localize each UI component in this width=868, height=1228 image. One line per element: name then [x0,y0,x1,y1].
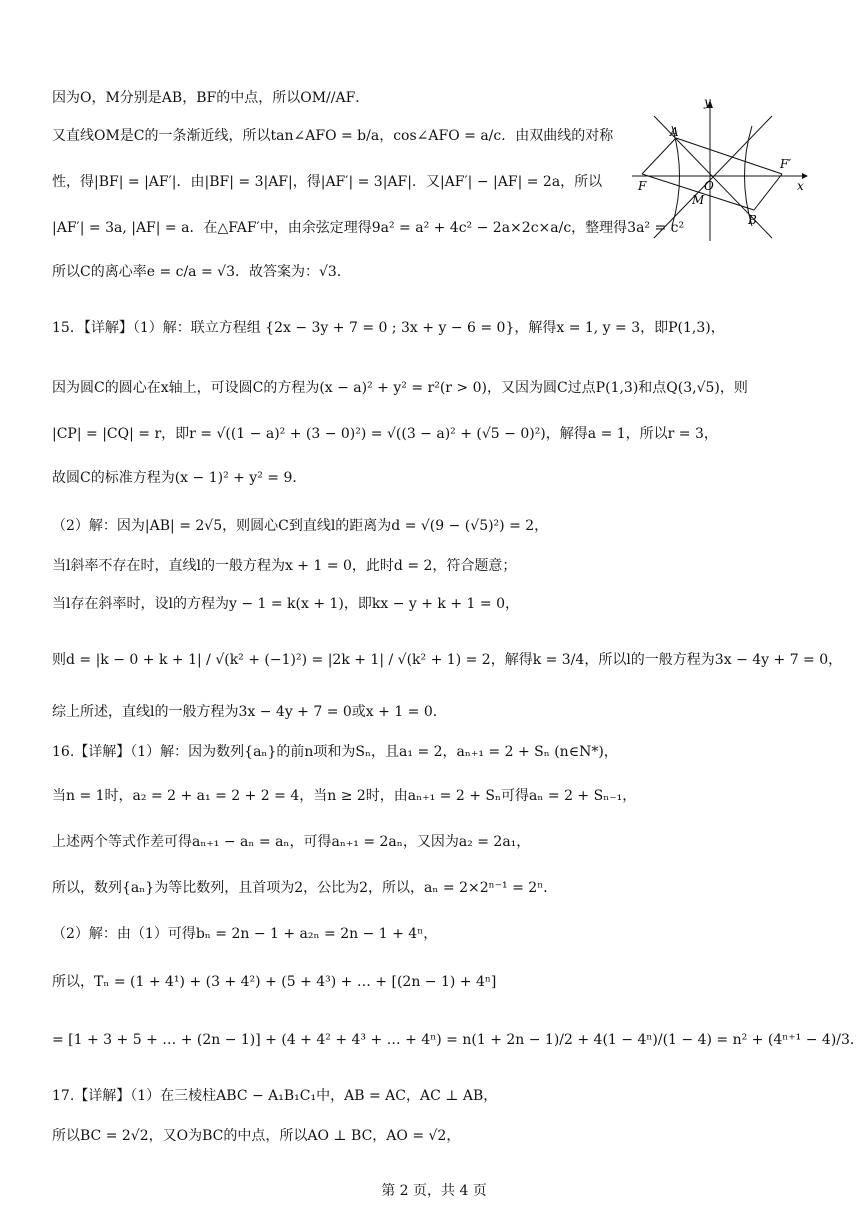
text-line: 因为圆C的圆心在x轴上，可设圆C的方程为(x − a)² + y² = r²(r > 0)，又因为圆C过点P(1,3)和点Q(3,√5)，则 [52,380,748,396]
text-line: = [1 + 3 + 5 + … + (2n − 1)] + (4 + 4² + 4³ + … + 4ⁿ) = n(1 + 2n − 1)/2 + 4(1 − 4ⁿ)/(1 − 4) = n² + (4ⁿ⁺¹ − 4)/3． [52,1032,864,1048]
label-x: x [797,179,804,193]
page-footer: 第 2 页，共 4 页 [381,1183,487,1199]
text-line: |CP| = |CQ| = r，即r = √((1 − a)² + (3 − 0)²) = √((3 − a)² + (√5 − 0)²)，解得a = 1，所以r = 3， [52,426,718,442]
text-line: 故圆C的标准方程为(x − 1)² + y² = 9． [52,470,307,486]
hyperbola-figure [632,96,812,246]
text-line: 性，得|BF| = |AF′|．由|BF| = 3|AF|，得|AF′| = 3|AF|．又|AF′| − |AF| = 2a，所以 [52,174,603,190]
text-line: （2）解：因为|AB| = 2√5，则圆心C到直线l的距离为d = √(9 − (√5)²) = 2， [52,518,549,534]
text-line: 因为O，M分别是AB，BF的中点，所以OM//AF． [52,90,370,106]
text-line: 当l斜率不存在时，直线l的一般方程为x + 1 = 0，此时d = 2，符合题意； [52,558,517,574]
text-line: |AF′| = 3a, |AF| = a．在△FAF′中，由余弦定理得9a² = a² + 4c² − 2a×2c×a/c，整理得3a² = c² [52,220,685,236]
text-line: 综上所述，直线l的一般方程为3x − 4y + 7 = 0或x + 1 = 0． [52,704,447,720]
segment-BF-prime [754,174,782,210]
text-line: 15．【详解】（1）解：联立方程组 {2x − 3y + 7 = 0 ; 3x + y − 6 = 0}，解得x = 1, y = 3，即P(1,3)， [52,320,725,336]
text-line: 当l存在斜率时，设l的方程为y − 1 = k(x + 1)，即kx − y + k + 1 = 0， [52,596,519,612]
label-F: F [638,179,647,193]
label-O: O [704,179,714,193]
text-line: 又直线OM是C的一条渐近线，所以tan∠AFO = b/a，cos∠AFO = a/c．由双曲线的对称 [52,128,614,144]
text-line: 则d = |k − 0 + k + 1| / √(k² + (−1)²) = |2k + 1| / √(k² + 1) = 2，解得k = 3/4，所以l的一般方程为3x − 4y + 7 = 0， [52,652,843,668]
text-line: 17.【详解】（1）在三棱柱ABC − A₁B₁C₁中，AB = AC，AC ⊥ AB， [52,1088,498,1104]
text-line: 所以，Tₙ = (1 + 4¹) + (3 + 4²) + (5 + 4³) + … + [(2n − 1) + 4ⁿ] [52,974,497,990]
segment-FA [642,138,676,174]
segment-AF-prime [676,138,782,174]
label-y: y [704,96,711,109]
label-A: A [670,125,679,139]
text-line: 当n = 1时，a₂ = 2 + a₁ = 2 + 2 = 4，当n ≥ 2时，由aₙ₊₁ = 2 + Sₙ可得aₙ = 2 + Sₙ₋₁， [52,788,637,804]
label-F-prime: F′ [780,157,792,171]
label-B: B [748,213,757,227]
text-line: 16.【详解】（1）解：因为数列{aₙ}的前n项和为Sₙ，且a₁ = 2，aₙ₊₁ = 2 + Sₙ (n∈N*)， [52,744,618,760]
text-line: 所以C的离心率e = c/a = √3．故答案为：√3． [52,264,351,280]
text-line: 上述两个等式作差可得aₙ₊₁ − aₙ = aₙ，可得aₙ₊₁ = 2aₙ，又因为a₂ = 2a₁， [52,834,531,850]
label-M: M [692,193,705,207]
text-line: 所以，数列{aₙ}为等比数列，且首项为2，公比为2，所以，aₙ = 2×2ⁿ⁻¹ = 2ⁿ． [52,880,558,896]
text-line: 所以BC = 2√2，又O为BC的中点，所以AO ⊥ BC，AO = √2， [52,1128,461,1144]
text-line: （2）解：由（1）可得bₙ = 2n − 1 + a₂ₙ = 2n − 1 + 4ⁿ， [52,926,438,942]
